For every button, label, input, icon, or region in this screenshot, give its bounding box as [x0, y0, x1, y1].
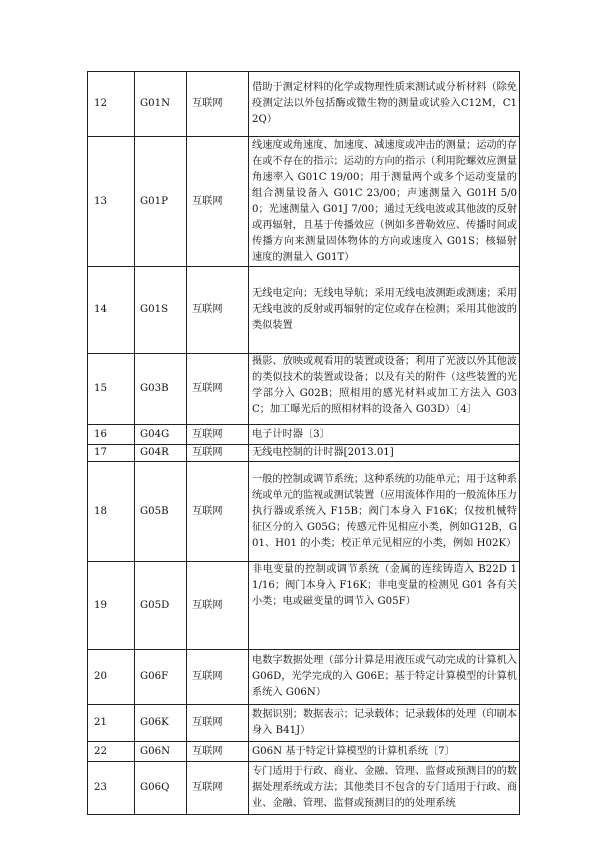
category: 互联网	[187, 72, 249, 137]
ipc-code: G01S	[135, 267, 187, 354]
table-row	[88, 562, 520, 650]
description: 电子计时器〔3〕	[249, 425, 520, 445]
ipc-classification-table	[87, 71, 520, 815]
description: 无线电定向；无线电导航；采用无线电波测距或测速；采用无线电波的反射或再辐射的定位或存在检测；采用其他波的类似装置	[249, 267, 520, 354]
table-row	[88, 650, 520, 705]
category: 互联网	[187, 137, 249, 267]
row-number: 23	[88, 762, 135, 815]
row-number: 12	[88, 72, 135, 137]
row-number: 18	[88, 462, 135, 562]
description: 专门适用于行政、商业、金融、管理、监督或预测目的的数据处理系统或方法；其他类目不包含的专门适用于行政、商业、金融、管理、监督或预测目的的处理系统	[249, 762, 520, 815]
description: 一般的控制或调节系统；这种系统的功能单元；用于这种系统或单元的监视或测试装置（应用流体作用的一般流体压力执行器或系统入 F15B；阀门本身入 F16K；仅按机械特征区分的入 G05G；传感元件见相应小类，例如G12B，G01、H01 的小类；校正单元见相应的小类，例如 H02K）	[249, 462, 520, 562]
table-row	[88, 762, 520, 815]
description: 数据识别；数据表示；记录载体；记录载体的处理（印刷本身入 B41J）	[249, 705, 520, 742]
ipc-code: G05D	[135, 562, 187, 650]
row-number: 17	[88, 445, 135, 462]
table-row	[88, 705, 520, 742]
table-row	[88, 742, 520, 762]
table-row	[88, 72, 520, 137]
category: 互联网	[187, 705, 249, 742]
description: 电数字数据处理（部分计算是用液压或气动完成的计算机入 G06D，光学完成的入 G06E；基于特定计算模型的计算机系统入 G06N）	[249, 650, 520, 705]
category: 互联网	[187, 762, 249, 815]
description: 线速度或角速度、加速度、减速度或冲击的测量；运动的存在或不存在的指示；运动的方向的指示（利用陀螺效应测量角速率入 G01C 19/00；用于测量两个或多个运动变量的组合测量设备入 G01C 23/00；声速测量入 G01H 5/00；光速测量入 G01J 7/00；通过无线电波或其他波的反射或再辐射，且基于传播效应（例如多普勒效应、传播时间或传播方向来测量固体物体的方向或速度入 G01S；核辐射速度的测量入 G01T）	[249, 137, 520, 267]
ipc-code: G06Q	[135, 762, 187, 815]
table-row	[88, 462, 520, 562]
row-number: 15	[88, 354, 135, 425]
table-row	[88, 354, 520, 425]
table-row	[88, 445, 520, 462]
row-number: 22	[88, 742, 135, 762]
ipc-code: G06N	[135, 742, 187, 762]
table-row	[88, 267, 520, 354]
row-number: 19	[88, 562, 135, 650]
description: 非电变量的控制或调节系统（金属的连续铸造入 B22D 11/16；阀门本身入 F16K；非电变量的检测见 G01 各有关小类；电或磁变量的调节入 G05F）	[249, 562, 520, 650]
row-number: 16	[88, 425, 135, 445]
table-row	[88, 425, 520, 445]
description: G06N 基于特定计算模型的计算机系统〔7〕	[249, 742, 520, 762]
row-number: 14	[88, 267, 135, 354]
ipc-code: G03B	[135, 354, 187, 425]
ipc-code: G04R	[135, 445, 187, 462]
category: 互联网	[187, 267, 249, 354]
row-number: 21	[88, 705, 135, 742]
ipc-code: G05B	[135, 462, 187, 562]
description: 摄影、放映或观看用的装置或设备；利用了光波以外其他波的类似技术的装置或设备；以及有关的附件（这些装置的光学部分入 G02B；照相用的感光材料或加工方法入 G03C；加工曝光后的照相材料的设备入 G03D）〔4〕	[249, 354, 520, 425]
category: 互联网	[187, 445, 249, 462]
category: 互联网	[187, 742, 249, 762]
row-number: 20	[88, 650, 135, 705]
category: 互联网	[187, 354, 249, 425]
category: 互联网	[187, 462, 249, 562]
ipc-code: G06F	[135, 650, 187, 705]
description: 无线电控制的计时器[2013.01]	[249, 445, 520, 462]
category: 互联网	[187, 562, 249, 650]
category: 互联网	[187, 425, 249, 445]
description: 借助于测定材料的化学或物理性质来测试或分析材料（除免疫测定法以外包括酶或微生物的测量或试验入C12M，C12Q）	[249, 72, 520, 137]
table-row	[88, 137, 520, 267]
category: 互联网	[187, 650, 249, 705]
ipc-code: G06K	[135, 705, 187, 742]
row-number: 13	[88, 137, 135, 267]
ipc-code: G01P	[135, 137, 187, 267]
ipc-code: G04G	[135, 425, 187, 445]
ipc-code: G01N	[135, 72, 187, 137]
